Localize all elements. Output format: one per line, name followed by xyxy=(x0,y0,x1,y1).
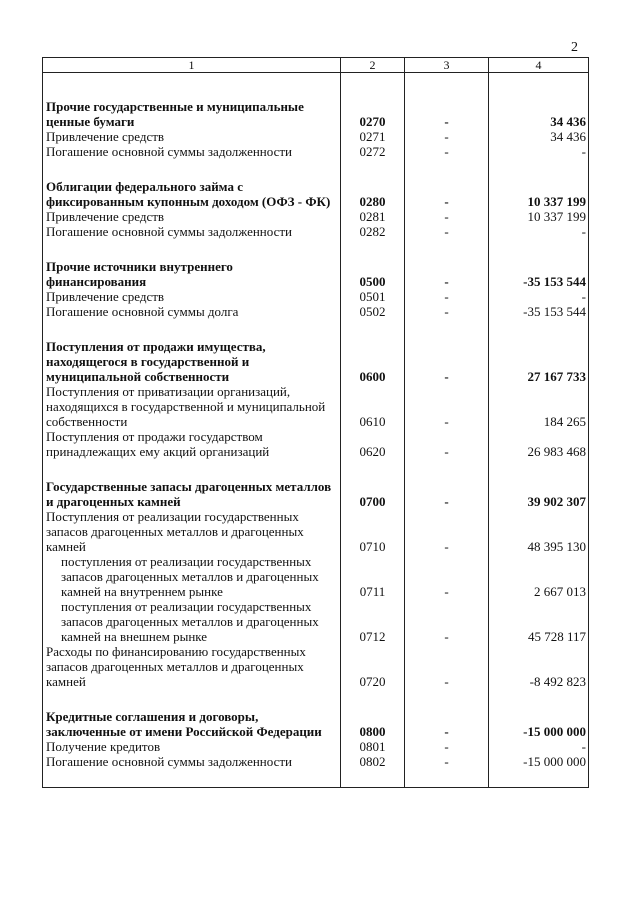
row-amount: 184 265 xyxy=(489,384,589,429)
tail-row xyxy=(43,769,589,788)
row-amount: 45 728 117 xyxy=(489,599,589,644)
row-col3: - xyxy=(405,339,489,384)
empty-cell xyxy=(341,459,405,479)
row-col3: - xyxy=(405,554,489,599)
row-code: 0620 xyxy=(341,429,405,459)
table-row xyxy=(43,429,589,459)
empty-cell xyxy=(405,159,489,179)
row-code: 0271 xyxy=(341,129,405,144)
row-col3: - xyxy=(405,709,489,739)
row-code: 0281 xyxy=(341,209,405,224)
empty-cell xyxy=(405,319,489,339)
row-name: Прочие источники внутреннего финансирования xyxy=(43,259,341,289)
row-amount: 39 902 307 xyxy=(489,479,589,509)
row-col3: - xyxy=(405,289,489,304)
row-col3: - xyxy=(405,429,489,459)
row-amount: - xyxy=(489,224,589,239)
empty-cell xyxy=(43,319,341,339)
row-code: 0800 xyxy=(341,709,405,739)
empty-cell xyxy=(43,73,341,100)
table-row xyxy=(43,599,589,644)
table-body xyxy=(43,73,589,788)
column-header-2: 2 xyxy=(341,58,405,73)
row-code: 0272 xyxy=(341,144,405,159)
row-code: 0802 xyxy=(341,754,405,769)
empty-cell xyxy=(405,689,489,709)
row-col3: - xyxy=(405,509,489,554)
row-col3: - xyxy=(405,99,489,129)
table-row xyxy=(43,209,589,224)
row-amount: -35 153 544 xyxy=(489,304,589,319)
row-name: Привлечение средств xyxy=(43,209,341,224)
section-header-row xyxy=(43,709,589,739)
row-name: Кредитные соглашения и договоры, заключенные от имени Российской Федерации xyxy=(43,709,341,739)
row-col3: - xyxy=(405,179,489,209)
row-code: 0712 xyxy=(341,599,405,644)
row-code: 0801 xyxy=(341,739,405,754)
section-header-row xyxy=(43,479,589,509)
section-header-row xyxy=(43,179,589,209)
table-row xyxy=(43,144,589,159)
table-row xyxy=(43,739,589,754)
row-amount: -15 000 000 xyxy=(489,709,589,739)
row-col3: - xyxy=(405,259,489,289)
row-col3: - xyxy=(405,739,489,754)
empty-cell xyxy=(43,769,341,788)
row-code: 0501 xyxy=(341,289,405,304)
table-row xyxy=(43,224,589,239)
empty-cell xyxy=(43,239,341,259)
row-code: 0720 xyxy=(341,644,405,689)
empty-cell xyxy=(489,459,589,479)
row-code: 0710 xyxy=(341,509,405,554)
row-code: 0282 xyxy=(341,224,405,239)
empty-cell xyxy=(43,459,341,479)
row-name: Облигации федерального займа с фиксированным купонным доходом (ОФЗ - ФК) xyxy=(43,179,341,209)
row-name: Погашение основной суммы задолженности xyxy=(43,224,341,239)
row-code: 0502 xyxy=(341,304,405,319)
table-row xyxy=(43,554,589,599)
empty-cell xyxy=(341,689,405,709)
spacer-row xyxy=(43,159,589,179)
row-name: Расходы по финансированию государственных запасов драгоценных металлов и драгоценных камней xyxy=(43,644,341,689)
row-amount: -35 153 544 xyxy=(489,259,589,289)
table-row xyxy=(43,754,589,769)
row-amount: - xyxy=(489,289,589,304)
table-row xyxy=(43,644,589,689)
empty-cell xyxy=(43,689,341,709)
empty-cell xyxy=(405,239,489,259)
column-header-1: 1 xyxy=(43,58,341,73)
row-col3: - xyxy=(405,479,489,509)
row-name: Привлечение средств xyxy=(43,129,341,144)
row-code: 0711 xyxy=(341,554,405,599)
spacer-row xyxy=(43,459,589,479)
section-header-row xyxy=(43,259,589,289)
row-col3: - xyxy=(405,384,489,429)
empty-cell xyxy=(489,239,589,259)
row-amount: 27 167 733 xyxy=(489,339,589,384)
empty-cell xyxy=(43,159,341,179)
spacer-row xyxy=(43,239,589,259)
row-name: Прочие государственные и муниципальные ценные бумаги xyxy=(43,99,341,129)
row-name: Погашение основной суммы долга xyxy=(43,304,341,319)
row-col3: - xyxy=(405,644,489,689)
column-header-3: 3 xyxy=(405,58,489,73)
row-amount: 2 667 013 xyxy=(489,554,589,599)
row-name: Погашение основной суммы задолженности xyxy=(43,144,341,159)
empty-cell xyxy=(341,73,405,100)
financing-table xyxy=(42,57,589,788)
empty-cell xyxy=(489,689,589,709)
row-amount: -8 492 823 xyxy=(489,644,589,689)
table-row xyxy=(43,384,589,429)
row-name: Получение кредитов xyxy=(43,739,341,754)
row-code: 0700 xyxy=(341,479,405,509)
empty-cell xyxy=(405,459,489,479)
row-col3: - xyxy=(405,129,489,144)
spacer-row xyxy=(43,689,589,709)
empty-cell xyxy=(341,769,405,788)
spacer-row xyxy=(43,73,589,100)
empty-cell xyxy=(405,769,489,788)
row-col3: - xyxy=(405,304,489,319)
page-number: 2 xyxy=(571,40,578,55)
row-amount: 34 436 xyxy=(489,99,589,129)
table-row xyxy=(43,129,589,144)
section-header-row xyxy=(43,99,589,129)
row-amount: - xyxy=(489,144,589,159)
row-col3: - xyxy=(405,754,489,769)
empty-cell xyxy=(341,319,405,339)
row-name: Поступления от реализации государственных запасов драгоценных металлов и драгоценных камней xyxy=(43,509,341,554)
row-amount: - xyxy=(489,739,589,754)
row-name: Поступления от приватизации организаций, находящихся в государственной и муниципальной собственности xyxy=(43,384,341,429)
empty-cell xyxy=(489,159,589,179)
row-name: Государственные запасы драгоценных металлов и драгоценных камней xyxy=(43,479,341,509)
row-amount: -15 000 000 xyxy=(489,754,589,769)
row-name: Привлечение средств xyxy=(43,289,341,304)
column-header-4: 4 xyxy=(489,58,589,73)
empty-cell xyxy=(341,159,405,179)
row-amount: 26 983 468 xyxy=(489,429,589,459)
row-code: 0270 xyxy=(341,99,405,129)
row-amount: 48 395 130 xyxy=(489,509,589,554)
row-code: 0610 xyxy=(341,384,405,429)
table-row xyxy=(43,509,589,554)
row-amount: 34 436 xyxy=(489,129,589,144)
row-name: поступления от реализации государственных запасов драгоценных металлов и драгоценных камней на внутреннем рынке xyxy=(43,554,341,599)
row-name: Поступления от продажи государством принадлежащих ему акций организаций xyxy=(43,429,341,459)
row-name: поступления от реализации государственных запасов драгоценных металлов и драгоценных камней на внешнем рынке xyxy=(43,599,341,644)
row-amount: 10 337 199 xyxy=(489,179,589,209)
row-col3: - xyxy=(405,599,489,644)
spacer-row xyxy=(43,319,589,339)
empty-cell xyxy=(489,769,589,788)
empty-cell xyxy=(405,73,489,100)
empty-cell xyxy=(341,239,405,259)
row-col3: - xyxy=(405,144,489,159)
row-amount: 10 337 199 xyxy=(489,209,589,224)
row-name: Погашение основной суммы задолженности xyxy=(43,754,341,769)
row-col3: - xyxy=(405,224,489,239)
row-code: 0500 xyxy=(341,259,405,289)
row-name: Поступления от продажи имущества, находящегося в государственной и муниципальной собственности xyxy=(43,339,341,384)
section-header-row xyxy=(43,339,589,384)
row-col3: - xyxy=(405,209,489,224)
table-row xyxy=(43,304,589,319)
row-code: 0600 xyxy=(341,339,405,384)
empty-cell xyxy=(489,319,589,339)
row-code: 0280 xyxy=(341,179,405,209)
table-row xyxy=(43,289,589,304)
empty-cell xyxy=(489,73,589,100)
column-header-row xyxy=(43,58,589,73)
